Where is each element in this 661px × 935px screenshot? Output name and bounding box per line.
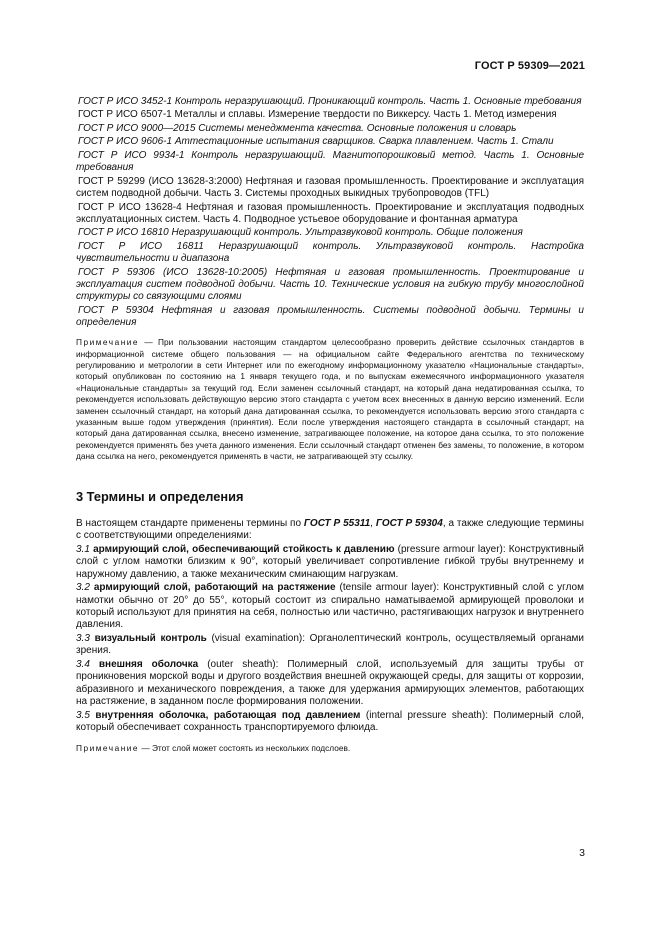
note-text: — Этот слой может состоять из нескольких подслоев. <box>139 742 351 753</box>
normative-references-list <box>76 96 584 329</box>
term-entry <box>76 659 584 709</box>
intro-text: В настоящем стандарте применены термины по <box>76 517 304 529</box>
reference-item: ГОСТ Р ИСО 16810 Неразрушающий контроль. Ультразвуковой контроль. Общие положения <box>78 227 523 239</box>
reference-item: ГОСТ Р 59299 (ИСО 13628-3:2000) Нефтяная и газовая промышленность. Проектирование и эксплуатация систем подводной добычи. Часть 3. Системы проходных выкидных трубопроводов (TFL) <box>76 175 584 200</box>
reference-item: ГОСТ Р ИСО 13628-4 Нефтяная и газовая промышленность. Проектирование и эксплуатация подводных эксплуатационных систем. Часть 4. Подводное устьевое оборудование и фонтанная арматура <box>76 201 584 225</box>
term-name: визуальный контроль <box>94 632 207 644</box>
term-definition: (tensile armour layer): Конструктивный слой с углом намотки обычно от 20° до 55°, который состоит из спирально наматываемой армирующей проволоки и который используют для принятия на себя, полностью или частично, растягивающих нагрузок и внутреннего давления. <box>76 582 584 631</box>
intro-text: , а также следующие термины с соответствующими определениями: <box>76 517 584 542</box>
references-note <box>76 337 584 462</box>
term-entry <box>76 710 584 735</box>
reference-item: ГОСТ Р ИСО 3452-1 Контроль неразрушающий. Проникающий контроль. Часть 1. Основные требования <box>78 96 582 107</box>
page-content <box>76 96 584 754</box>
reference-item: ГОСТ Р ИСО 9000—2015 Системы менеджмента качества. Основные положения и словарь <box>78 122 517 134</box>
reference-item: ГОСТ Р ИСО 9934-1 Контроль неразрушающий. Магнитопорошковый метод. Часть 1. Основные требования <box>76 149 584 174</box>
term-name: внутренняя оболочка, работающая под давлением <box>95 709 361 721</box>
term-number: 3.4 <box>76 658 90 670</box>
term-definition: (outer sheath): Полимерный слой, используемый для защиты трубы от проникновения морской воды и другого воздействия внешней окружающей среды, для защиты от коррозии, абразивного и механического повреждения, а также для удержания армирующих элементов, работающих на растяжение, в заданном после формирования положении. <box>76 658 584 708</box>
term-entry <box>76 633 584 658</box>
reference-item: ГОСТ Р 59304 Нефтяная и газовая промышленность. Системы подводной добычи. Термины и определения <box>76 304 584 328</box>
term-note <box>76 743 584 754</box>
section-intro <box>76 518 584 543</box>
note-label: Примечание <box>76 337 140 348</box>
term-definition: (pressure armour layer): Конструктивный слой с углом намотки близким к 90°, который увеличивает сопротивление гибкой трубы внутреннему и наружному давлению, а также механическим сминающим нагрузкам. <box>76 543 585 580</box>
term-entry <box>76 544 584 581</box>
term-number: 3.5 <box>76 709 90 721</box>
reference-item: ГОСТ Р 59306 (ИСО 13628-10:2005) Нефтяная и газовая промышленность. Проектирование и эксплуатация систем подводной добычи. Часть 10. Технические условия на гибкую трубу многослойной структуры со связующими слоями <box>76 266 584 303</box>
page-number: 3 <box>579 847 585 859</box>
note-label: Примечание <box>76 742 140 753</box>
term-number: 3.1 <box>76 543 90 555</box>
section-title: 3 Термины и определения <box>76 488 244 504</box>
reference-item: ГОСТ Р ИСО 16811 Неразрушающий контроль. Ультразвуковой контроль. Настройка чувствительности и диапазона <box>76 240 584 265</box>
note-text: — При пользовании настоящим стандартом целесообразно проверить действие ссылочных стандартов в информационной системе общего пользования — на официальном сайте Федерального агентства по техническому регулированию и метрологии в сети Интернет или по ежегодному информационному указателю «Национальные стандарты», который опубликован по состоянию на 1 января текущего года, и по выпускам ежемесячного информационного указателя «Национальные стандарты» за текущий год. Если заменен ссылочный стандарт, на который дана недатированная ссылка, то рекомендуется использовать действующую версию этого стандарта с учетом всех внесенных в данную версию изменений. Если заменен ссылочный стандарт, на который дана датированная ссылка, то рекомендуется использовать версию этого стандарта с указанным выше годом утверждения (принятия). Если после утверждения настоящего стандарта в ссылочный стандарт, на который дана датированная ссылка, внесено изменение, затрагивающее положение, на которое дана ссылка, то это положение рекомендуется применять без учета данного изменения. Если ссылочный стандарт отменен без замены, то положение, в котором дана ссылка на него, рекомендуется применять в части, не затрагивающей эту ссылку. <box>76 337 584 462</box>
term-name: армирующий слой, работающий на растяжение <box>93 582 336 594</box>
reference-item: ГОСТ Р ИСО 6507-1 Металлы и сплавы. Измерение твердости по Виккерсу. Часть 1. Метод измерения <box>78 109 557 121</box>
intro-reference-link: ГОСТ Р 55311 <box>303 517 371 529</box>
intro-reference-link: ГОСТ Р 59304 <box>375 517 443 529</box>
term-number: 3.2 <box>76 582 90 594</box>
reference-item: ГОСТ Р ИСО 9606-1 Аттестационные испытания сварщиков. Сварка плавлением. Часть 1. Стали <box>78 136 554 148</box>
term-entry <box>76 582 584 632</box>
intro-separator: , <box>370 517 376 529</box>
term-number: 3.3 <box>76 632 90 644</box>
term-definition: (internal pressure sheath): Полимерный слой, который обеспечивает сохранность транспортируемого флюида. <box>76 709 584 734</box>
term-name: внешняя оболочка <box>98 658 199 670</box>
document-code-header: ГОСТ Р 59309—2021 <box>474 60 585 72</box>
term-name: армирующий слой, обеспечивающий стойкость к давлению <box>93 543 395 555</box>
term-definition: (visual examination): Органолептический контроль, осуществляемый органами зрения. <box>76 632 585 657</box>
